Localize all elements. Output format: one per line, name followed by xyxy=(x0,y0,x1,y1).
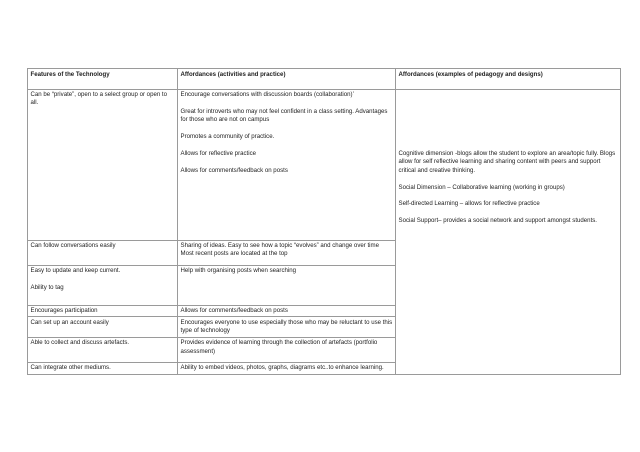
feature-cell: Can follow conversations easily xyxy=(28,240,178,265)
affordance-cell: Ability to embed videos, photos, graphs, diagrams etc..to enhance learning. xyxy=(178,362,396,374)
feature-cell: Can integrate other mediums. xyxy=(28,362,178,374)
header-affordances-activities: Affordances (activities and practice) xyxy=(178,69,396,90)
pedagogy-social-support: Social Support– provides a social network and support amongst students. xyxy=(398,217,597,225)
affordances-table xyxy=(27,68,621,375)
header-features: Features of the Technology xyxy=(28,69,178,90)
feature-cell: Can set up an account easily xyxy=(28,317,178,337)
pedagogy-cell xyxy=(396,89,621,374)
feature-cell: Encourages participation xyxy=(28,305,178,317)
affordance-cell: Encourages everyone to use especially those who may be reluctant to use this type of technology xyxy=(178,317,396,337)
feature-cell: Able to collect and discuss artefacts. xyxy=(28,337,178,362)
pedagogy-social: Social Dimension – Collaborative learning (working in groups) xyxy=(398,183,565,191)
affordance-cell: Help with organising posts when searching xyxy=(178,265,396,305)
affordance-cell: Allows for comments/feedback on posts xyxy=(178,305,396,317)
feature-cell: Can be “private”, open to a select group or open to all. xyxy=(28,89,178,240)
table-row xyxy=(28,89,621,240)
affordance-cell: Encourage conversations with discussion boards (collaboration)’ Great for introverts who may not feel confident in a class setting. Advantages for those who are not on campus Promotes a community of practice. Allows for reflective practice Allows for comments/feedback on posts xyxy=(178,89,396,240)
header-row xyxy=(28,69,621,90)
affordance-cell: Provides evidence of learning through the collection of artefacts (portfolio assessment) xyxy=(178,337,396,362)
pedagogy-self-directed: Self-directed Learning – allows for reflective practice xyxy=(398,200,540,208)
feature-cell: Easy to update and keep current. Ability to tag xyxy=(28,265,178,305)
affordance-cell: Sharing of ideas. Easy to see how a topic “evolves” and change over time Most recent posts are located at the top xyxy=(178,240,396,265)
header-affordances-pedagogy: Affordances (examples of pedagogy and designs) xyxy=(396,69,621,90)
pedagogy-cognitive: Cognitive dimension -blogs allow the student to explore an area/topic fully. Blogs allow for self reflective learning and sharing content with peers and support critical and creative thinking. xyxy=(398,150,616,174)
